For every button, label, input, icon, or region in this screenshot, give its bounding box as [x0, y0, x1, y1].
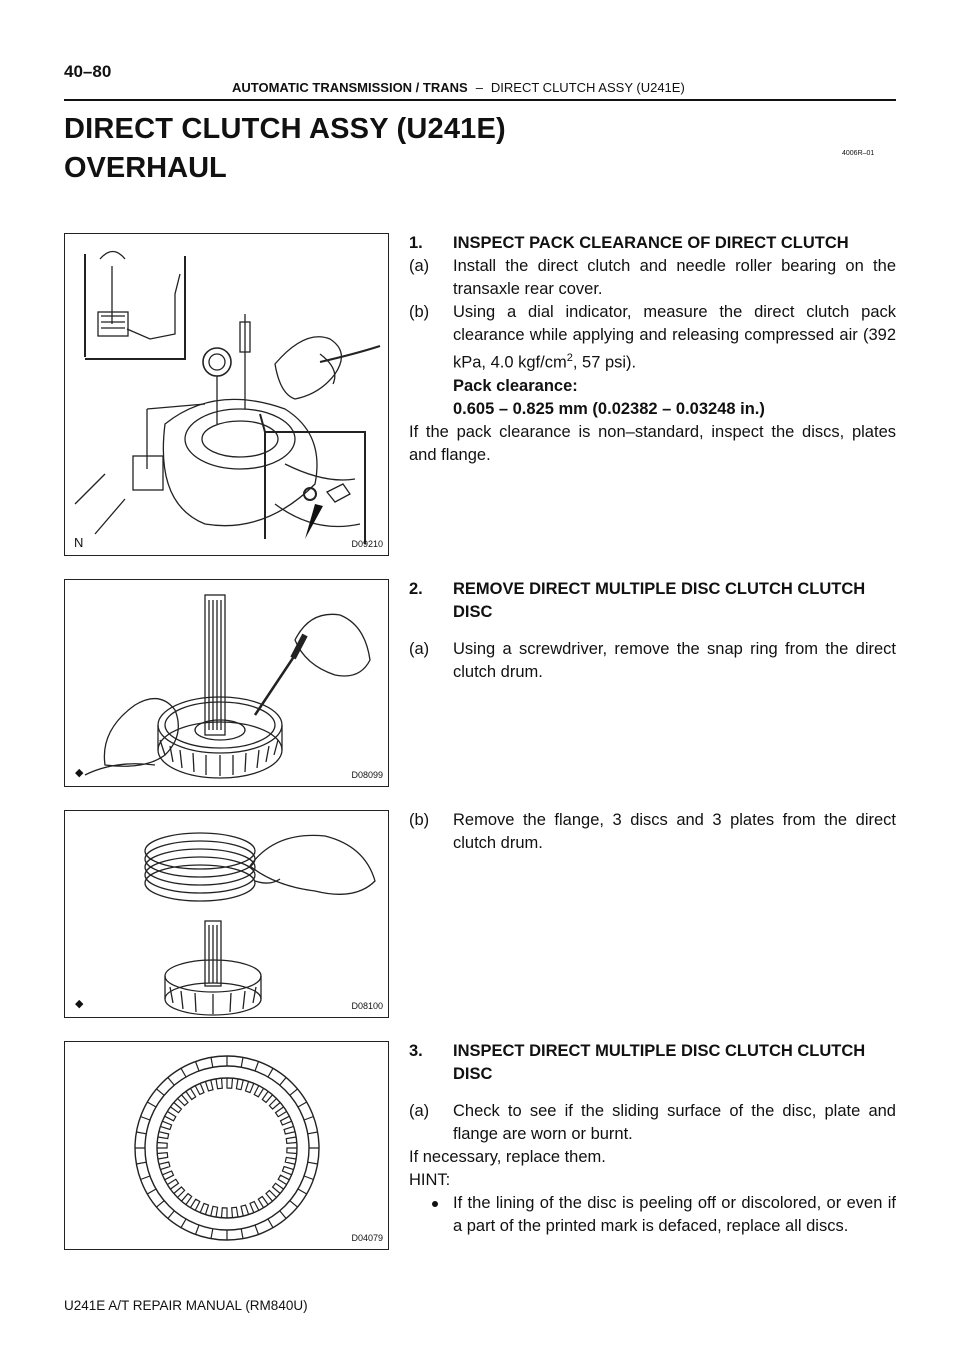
bullet-text: If the lining of the disc is peeling off or discolored, or even if a part of the printed mark is defaced, replace all discs.: [453, 1194, 896, 1235]
step-3: [409, 1040, 896, 1238]
step-heading-text: INSPECT PACK CLEARANCE OF DIRECT CLUTCH: [453, 234, 849, 252]
spec-value: [409, 398, 896, 421]
step-heading-text: REMOVE DIRECT MULTIPLE DISC CLUTCH CLUTCH DISC: [453, 580, 866, 621]
step-number: 1.: [409, 234, 423, 252]
superscript: 2: [566, 352, 573, 364]
substep-text: Remove the flange, 3 discs and 3 plates from the direct clutch drum.: [453, 811, 896, 852]
header-rule: [64, 99, 896, 101]
hint-bullet: [453, 1192, 896, 1238]
bullet-icon: [432, 1201, 438, 1207]
figure-clutch-disc: [64, 1041, 389, 1250]
substep-text: Using a screwdriver, remove the snap ring from the direct clutch drum.: [453, 640, 896, 681]
step-2a: [409, 638, 896, 684]
page-title: DIRECT CLUTCH ASSY (U241E): [64, 113, 506, 145]
spec-value-text: 0.605 – 0.825 mm (0.02382 – 0.03248 in.): [453, 399, 765, 418]
figure-corner-mark: N: [74, 535, 84, 550]
header-separator: –: [475, 80, 483, 95]
step-3-note: If necessary, replace them.: [409, 1148, 606, 1166]
substep-text: [453, 301, 896, 375]
substep-label: (a): [409, 257, 430, 275]
snap-ring-illustration: [65, 580, 389, 787]
hint-label: HINT:: [409, 1171, 451, 1189]
dial-indicator-illustration: [65, 234, 389, 556]
spec-label-text: Pack clearance:: [453, 376, 578, 395]
substep-label: (b): [409, 811, 430, 829]
clutch-disc-illustration: [65, 1042, 389, 1250]
step-heading-text: INSPECT DIRECT MULTIPLE DISC CLUTCH CLUTCH DISC: [453, 1042, 866, 1083]
substep-text-part: , 57 psi).: [572, 353, 637, 372]
figure-snap-ring-removal: [64, 579, 389, 787]
step-number: 3.: [409, 1042, 423, 1060]
step-2: [409, 578, 896, 684]
figure-discs-removal: [64, 810, 389, 1018]
step-1-note: If the pack clearance is non–standard, inspect the discs, plates and flange.: [409, 422, 896, 464]
header-section: AUTOMATIC TRANSMISSION / TRANS: [232, 80, 468, 95]
disc-teeth: [157, 1078, 297, 1218]
page-number: 40–80: [64, 62, 112, 81]
running-header: [232, 80, 685, 95]
figure-corner-mark: ◆: [75, 998, 84, 1010]
page-subtitle: OVERHAUL: [64, 152, 227, 184]
step-1a: [409, 255, 896, 301]
figure-corner-mark: ◆: [75, 767, 84, 779]
substep-label: (a): [409, 640, 430, 658]
step-1-heading: [409, 232, 896, 255]
figure-id: D08099: [351, 770, 383, 780]
figure-dial-indicator: [64, 233, 389, 556]
step-1: [409, 232, 896, 467]
step-number: 2.: [409, 580, 423, 598]
step-3-heading: [409, 1040, 896, 1086]
step-2b: [409, 809, 896, 855]
figure-id: D04079: [351, 1233, 383, 1243]
figure-id: D08100: [351, 1001, 383, 1011]
substep-label: (a): [409, 1102, 430, 1120]
step-1b: [409, 301, 896, 375]
header-topic: DIRECT CLUTCH ASSY (U241E): [490, 80, 685, 95]
page-footer: U241E A/T REPAIR MANUAL (RM840U): [64, 1298, 308, 1313]
spec-label: [409, 375, 896, 398]
figure-id: D09210: [351, 539, 383, 549]
step-2b-row: [409, 809, 896, 855]
step-3a: [409, 1100, 896, 1146]
step-2-heading: [409, 578, 896, 624]
substep-label: (b): [409, 303, 430, 321]
discs-illustration: [65, 811, 389, 1018]
substep-text: Check to see if the sliding surface of the disc, plate and flange are worn or burnt.: [453, 1102, 896, 1143]
substep-text-part: Using a dial indicator, measure the direct clutch pack clearance while applying and releasing compressed air (392 kPa, 4.0 kgf/cm: [453, 303, 896, 372]
substep-text: Install the direct clutch and needle roller bearing on the transaxle rear cover.: [453, 257, 896, 298]
doc-code: 4006R–01: [842, 150, 875, 157]
